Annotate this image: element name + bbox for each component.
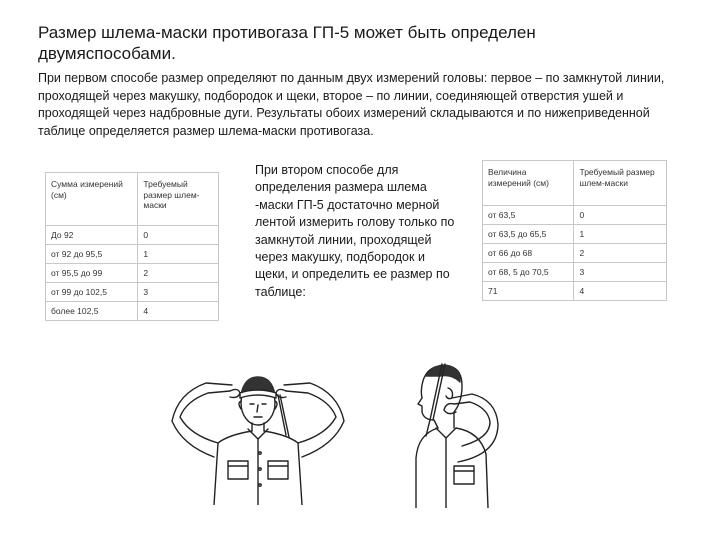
table-cell: от 68, 5 до 70,5 [483,263,574,282]
front-measurement-illustration [168,365,348,505]
table-row [46,283,219,302]
table-header: Требуемый размер шлем-маски [138,173,219,226]
table-row [483,244,667,263]
table-cell: 3 [138,283,219,302]
table-cell: 4 [574,282,667,301]
table-cell: 1 [574,225,667,244]
table-cell: от 95,5 до 99 [46,264,138,283]
table-cell: 2 [138,264,219,283]
table-cell: 4 [138,302,219,321]
table-cell: от 63,5 [483,206,574,225]
single-measurement-table [482,160,667,301]
table-cell: 3 [574,263,667,282]
table-header: Сумма измерений (см) [46,173,138,226]
sum-measurement-table [45,172,219,321]
table-cell: более 102,5 [46,302,138,321]
table-row [483,225,667,244]
table-cell: 0 [574,206,667,225]
table-row [46,302,219,321]
table-cell: от 66 до 68 [483,244,574,263]
table-header: Требуемый размер шлем-маски [574,161,667,206]
table-cell: от 63,5 до 65,5 [483,225,574,244]
table-cell: 1 [138,245,219,264]
table-row [483,263,667,282]
table-cell: 0 [138,226,219,245]
table-row [483,282,667,301]
table-header: Величина измерений (см) [483,161,574,206]
table-row [483,206,667,225]
page-title: Размер шлема-маски противогаза ГП-5 может быть определен двумяспособами. [38,23,536,63]
table-row [46,245,219,264]
table-row [46,226,219,245]
table-cell: от 99 до 102,5 [46,283,138,302]
table-row [46,264,219,283]
table-cell: 2 [574,244,667,263]
profile-measurement-illustration [400,358,500,508]
table-cell: 71 [483,282,574,301]
table-cell: До 92 [46,226,138,245]
intro-paragraph: При первом способе размер определяют по данным двух измерений головы: первое – по замкнутой линии, проходящей через макушку, подбородок и щеки, второе – по линии, соединяющей отверстия ушей и проходящей через надбровные дуги. Результаты обоих измерений складываются и по нижеприведенной таблице определяется размер шлема-маски противогаза. [38,71,665,138]
second-method-paragraph: При втором способе для определения размера шлема -маски ГП-5 достаточно мерной лентой измерить голову только по замкнутой линии, проходящей через макушку, подбородок и щеки, и определить ее размер по таблице: [255,163,455,299]
table-cell: от 92 до 95,5 [46,245,138,264]
